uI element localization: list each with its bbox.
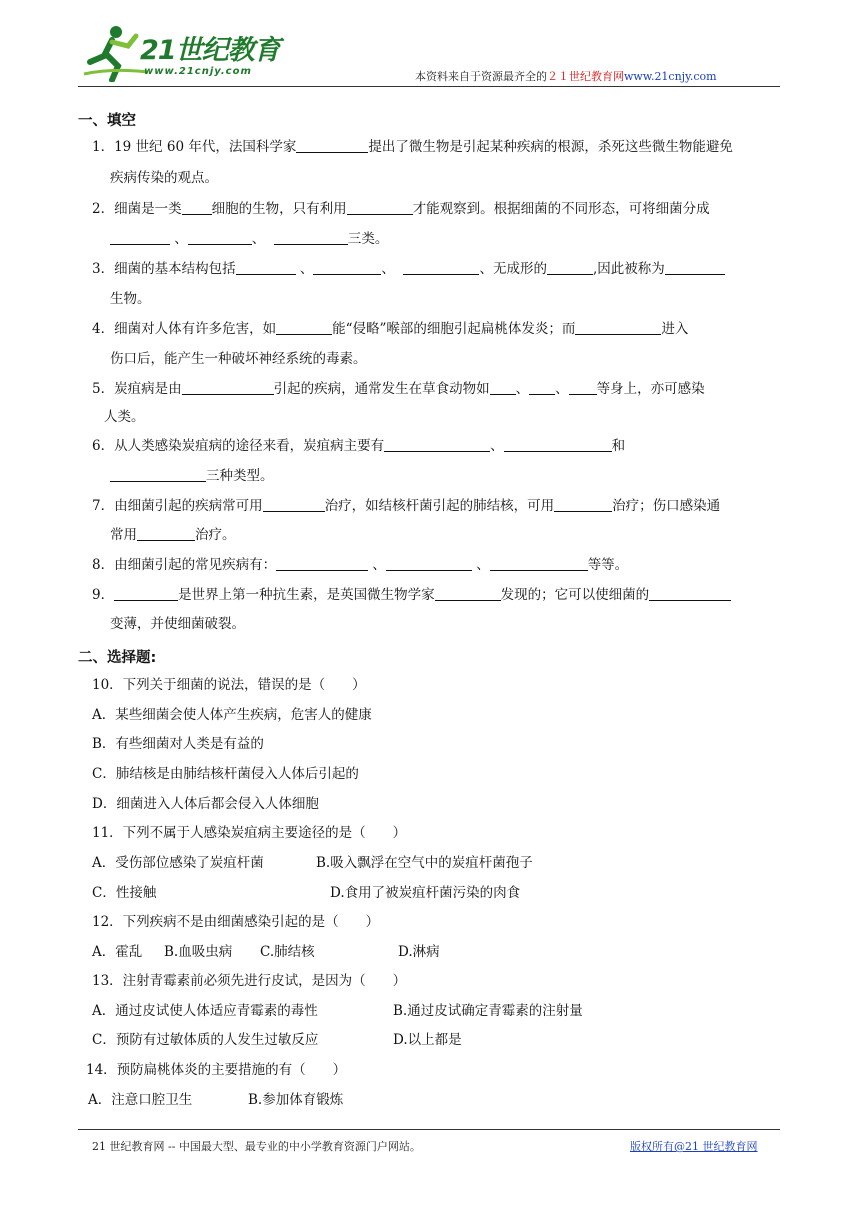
fill-section-title: 一、填空 [78, 113, 136, 129]
text: 细胞的生物，只有利用 [211, 201, 347, 217]
footer-copyright-link[interactable]: 版权所有@21 世纪教育网 [630, 1140, 758, 1153]
text: 、 [174, 231, 188, 247]
answer-blank[interactable] [114, 586, 178, 601]
question-7-line-2 [110, 526, 236, 544]
text: 5．炭疽病是由 [92, 381, 182, 397]
text: 才能观察到。根据细菌的不同形态，可将细菌分成 [412, 201, 710, 217]
text: 4．细菌对人体有许多危害，如 [92, 321, 277, 337]
text: 治疗；伤口感染通 [612, 498, 721, 514]
answer-blank[interactable] [182, 200, 212, 215]
option-11b[interactable]: B.吸入飘浮在空气中的炭疽杆菌孢子 [316, 855, 533, 871]
option-13c[interactable]: C．预防有过敏体质的人发生过敏反应 [92, 1032, 319, 1048]
text: 9． [92, 587, 115, 603]
question-14: 14．预防扁桃体炎的主要措施的有（ ） [86, 1062, 347, 1078]
answer-blank[interactable] [665, 260, 725, 275]
question-8 [92, 556, 628, 574]
text: 1．19 世纪 60 年代，法国科学家 [92, 139, 297, 155]
answer-blank[interactable] [384, 437, 490, 452]
text: 、无成形的 [479, 261, 547, 277]
text: 、 [490, 438, 504, 454]
text: 、 [555, 381, 569, 397]
answer-blank[interactable] [575, 320, 661, 335]
header-brand-link[interactable]: ２１世纪教育网 [547, 70, 624, 83]
answer-blank[interactable] [649, 586, 731, 601]
text: 治疗，如结核杆菌引起的肺结核，可用 [324, 498, 555, 514]
answer-blank[interactable] [569, 380, 597, 395]
option-14a[interactable]: A．注意口腔卫生 [88, 1092, 193, 1108]
text: 引起的疾病，通常发生在草食动物如 [273, 381, 490, 397]
option-10b[interactable]: B．有些细菌对人类是有益的 [92, 736, 264, 752]
text: ,因此被称为 [592, 261, 665, 277]
text: 三种类型。 [206, 468, 274, 484]
answer-blank[interactable] [110, 467, 206, 482]
text: 进入 [661, 321, 689, 337]
question-9-line-1 [92, 586, 731, 604]
text: 提出了微生物是引起某种疾病的根源，杀死这些微生物能避免 [368, 139, 733, 155]
question-6-line-1 [92, 437, 625, 455]
answer-blank[interactable] [274, 230, 348, 245]
option-10d[interactable]: D．细菌进入人体后都会侵入人体细胞 [92, 796, 319, 812]
text: 、 [476, 557, 490, 573]
text: 、 [299, 261, 314, 277]
text: 常用 [110, 527, 137, 543]
option-10a[interactable]: A．某些细菌会使人体产生疾病，危害人的健康 [92, 707, 372, 723]
text: 治疗。 [195, 527, 236, 543]
answer-blank[interactable] [263, 497, 325, 512]
header-divider [78, 86, 780, 87]
header-note-text: 本资料来自于资源最齐全的 [415, 70, 547, 83]
question-3-line-2: 生物。 [110, 291, 151, 307]
text: 等等。 [587, 557, 629, 573]
text: 、 [515, 381, 530, 397]
answer-blank[interactable] [435, 586, 501, 601]
header-note [415, 68, 717, 84]
answer-blank[interactable] [554, 497, 612, 512]
text: 8．由细菌引起的常见疾病有： [92, 557, 277, 573]
option-11a[interactable]: A．受伤部位感染了炭疽杆菌 [92, 855, 264, 871]
question-5-line-2: 人类。 [104, 409, 145, 425]
option-12b[interactable]: B.血吸虫病 [164, 944, 233, 960]
answer-blank[interactable] [110, 230, 170, 245]
question-4-line-1 [92, 320, 688, 338]
answer-blank[interactable] [386, 556, 472, 571]
choice-section-title: 二、选择题: [78, 650, 157, 666]
option-11d[interactable]: D.食用了被炭疽杆菌污染的肉食 [330, 885, 521, 901]
answer-blank[interactable] [313, 260, 381, 275]
answer-blank[interactable] [182, 380, 274, 395]
option-12a[interactable]: A．霍乱 [92, 944, 143, 960]
text: 发现的；它可以使细菌的 [500, 587, 650, 603]
question-6-line-2 [110, 467, 274, 485]
option-12d[interactable]: D.淋病 [398, 944, 440, 960]
answer-blank[interactable] [276, 320, 332, 335]
text: 三类。 [347, 231, 389, 247]
question-11: 11．下列不属于人感染炭疽病主要途径的是（ ） [92, 825, 407, 841]
option-12c[interactable]: C.肺结核 [260, 944, 315, 960]
option-10c[interactable]: C．肺结核是由肺结核杆菌侵入人体后引起的 [92, 766, 359, 782]
option-13d[interactable]: D.以上都是 [393, 1032, 462, 1048]
text: 、 [372, 557, 386, 573]
question-13: 13．注射青霉素前必须先进行皮试，是因为（ ） [92, 973, 407, 989]
footer-divider [78, 1129, 780, 1130]
option-11c[interactable]: C．性接触 [92, 885, 157, 901]
header-url-link[interactable]: www.21cnjy.com [624, 70, 717, 83]
question-1-line-2: 疾病传染的观点。 [110, 170, 218, 186]
logo-url: www.21cnjy.com [144, 66, 252, 77]
answer-blank[interactable] [276, 556, 368, 571]
answer-blank[interactable] [347, 200, 413, 215]
answer-blank[interactable] [529, 380, 555, 395]
text: 等身上，亦可感染 [596, 381, 705, 397]
question-3-line-1 [92, 260, 725, 278]
text: 能“侵略”喉部的细胞引起扁桃体发炎；而 [332, 321, 576, 337]
option-13a[interactable]: A．通过皮试使人体适应青霉素的毒性 [92, 1003, 318, 1019]
question-5-line-1 [92, 380, 705, 398]
question-4-line-2: 伤口后，能产生一种破坏神经系统的毒素。 [110, 351, 367, 367]
answer-blank[interactable] [236, 260, 296, 275]
question-2-line-2 [110, 230, 388, 248]
question-2-line-1 [92, 200, 710, 218]
text: 6．从人类感染炭疽病的途径来看，炭疽病主要有 [92, 438, 385, 454]
text: 、 [251, 231, 266, 247]
text: 2．细菌是一类 [92, 201, 182, 217]
logo-text: 21世纪教育 [140, 35, 280, 66]
text: 是世界上第一种抗生素，是英国微生物学家 [178, 587, 435, 603]
question-1-line-1 [92, 138, 733, 156]
option-14b[interactable]: B.参加体育锻炼 [248, 1092, 344, 1108]
answer-blank[interactable] [296, 138, 368, 153]
answer-blank[interactable] [547, 260, 593, 275]
text: 3．细菌的基本结构包括 [92, 261, 236, 277]
answer-blank[interactable] [504, 437, 612, 452]
answer-blank[interactable] [137, 526, 195, 541]
text: 、 [381, 261, 395, 277]
answer-blank[interactable] [403, 260, 479, 275]
option-13b[interactable]: B.通过皮试确定青霉素的注射量 [393, 1003, 583, 1019]
answer-blank[interactable] [490, 556, 588, 571]
question-7-line-1 [92, 497, 720, 515]
text: 和 [611, 438, 626, 454]
text: 7．由细菌引起的疾病常可用 [92, 498, 263, 514]
site-logo[interactable] [82, 22, 292, 84]
footer-text: 21 世纪教育网 -- 中国最大型、最专业的中小学教育资源门户网站。 [92, 1140, 421, 1153]
answer-blank[interactable] [188, 230, 252, 245]
question-12: 12．下列疾病不是由细菌感染引起的是（ ） [92, 914, 380, 930]
question-10: 10．下列关于细菌的说法，错误的是（ ） [92, 677, 366, 693]
question-9-line-2: 变薄，并使细菌破裂。 [110, 616, 245, 632]
answer-blank[interactable] [490, 380, 516, 395]
